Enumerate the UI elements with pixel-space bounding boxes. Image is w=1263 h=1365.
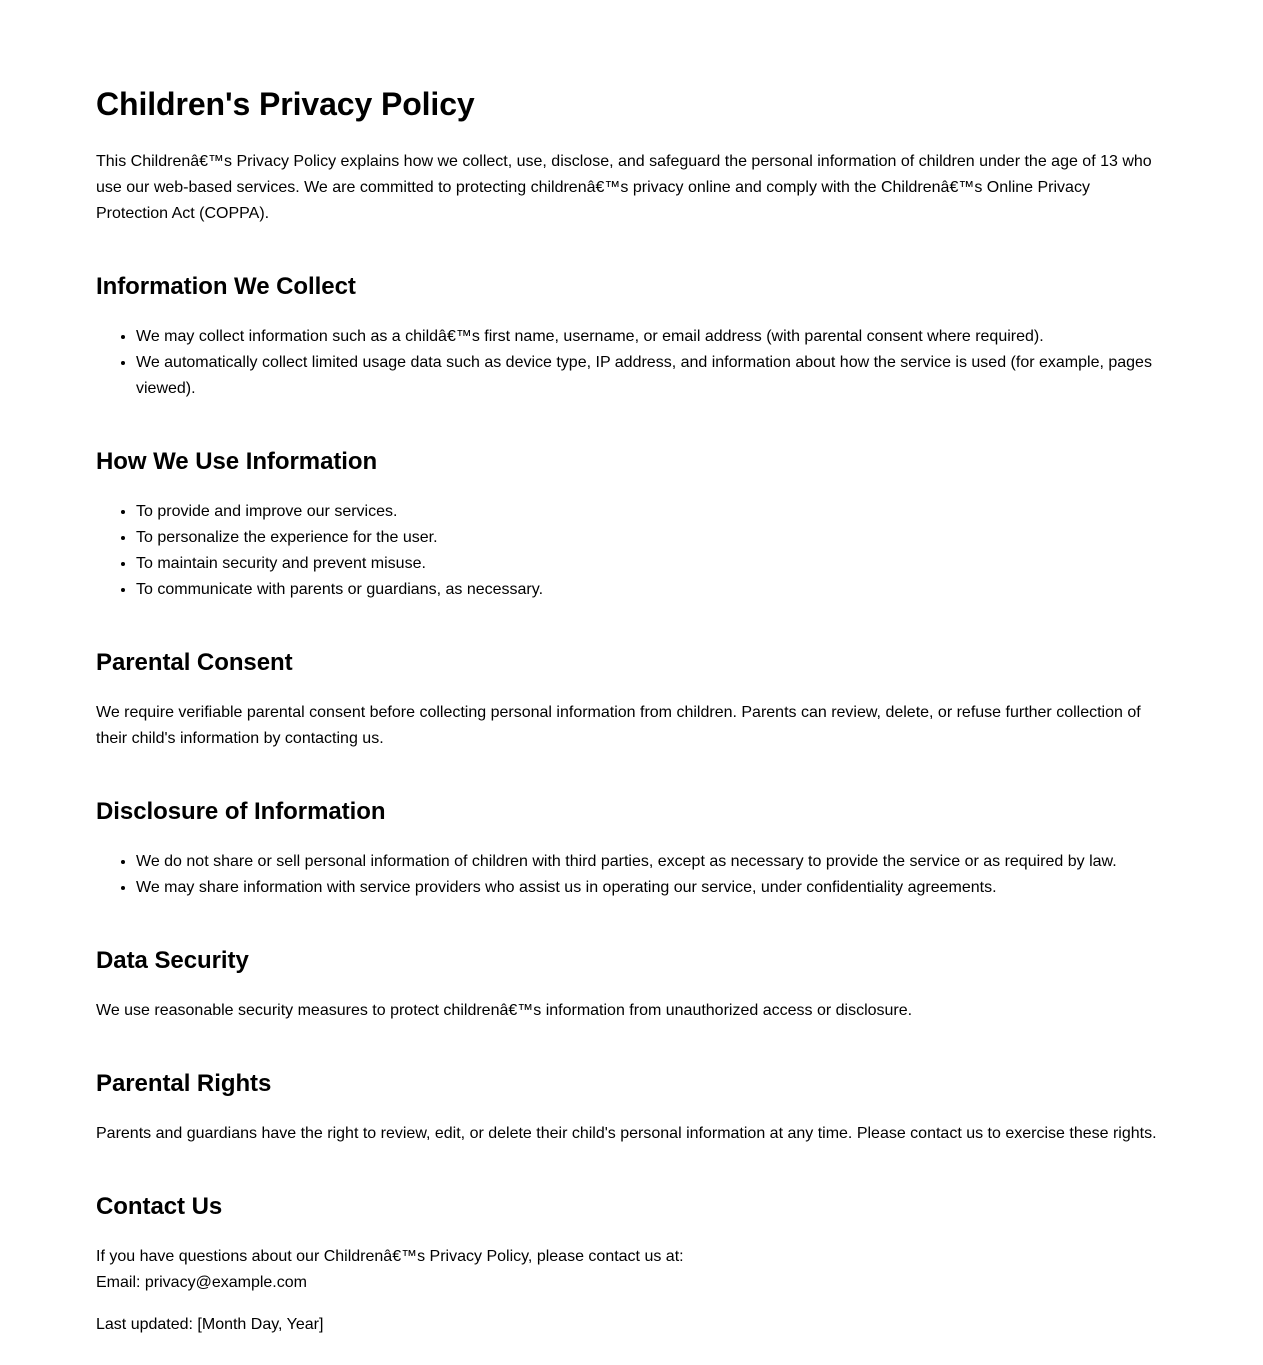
section-parental-consent [96, 649, 1160, 752]
list-item: • To personalize the experience for the user. [136, 525, 1160, 551]
parental-consent-paragraph: We require verifiable parental consent before collecting personal information from children. Parents can review, delete, or refuse further collection of their child's information by contacting us. [96, 703, 1141, 748]
section-disclosure-of-information [96, 798, 1160, 901]
list-item: • We may share information with service providers who assist us in operating our service, under confidentiality agreements. [136, 875, 1160, 901]
section-heading-parental-consent: Parental Consent [96, 649, 293, 677]
list-item: • We do not share or sell personal information of children with third parties, except as necessary to provide the service or as required by law. [136, 849, 1160, 875]
section-heading-data-security: Data Security [96, 947, 249, 975]
contact-us-paragraph [96, 1244, 1160, 1296]
page-title: Children's Privacy Policy [96, 86, 475, 122]
section-heading-parental-rights: Parental Rights [96, 1069, 272, 1097]
section-contact-us [96, 1193, 1160, 1338]
section-how-we-use-information [96, 448, 1160, 603]
list-item: • We automatically collect limited usage data such as device type, IP address, and information about how the service is used (for example, pages viewed). [136, 350, 1160, 402]
data-security-paragraph: We use reasonable security measures to protect childrenâ€™s information from unauthorized access or disclosure. [96, 1001, 913, 1019]
disclosure-of-information-list [96, 849, 1160, 901]
section-information-we-collect [96, 273, 1160, 402]
last-updated-text: Last updated: [Month Day, Year] [96, 1315, 324, 1333]
list-item: • We may collect information such as a childâ€™s first name, username, or email address (with parental consent where required). [136, 324, 1160, 350]
contact-intro-line: If you have questions about our Childrenâ€™s Privacy Policy, please contact us at: [96, 1247, 684, 1265]
section-data-security [96, 947, 1160, 1024]
list-item: • To communicate with parents or guardians, as necessary. [136, 577, 1160, 603]
section-heading-information-we-collect: Information We Collect [96, 273, 356, 301]
intro-paragraph: This Childrenâ€™s Privacy Policy explains how we collect, use, disclose, and safeguard the personal information of children under the age of 13 who use our web-based services. We are committed to protecting childrenâ€™s privacy online and comply with the Childrenâ€™s Online Privacy Protection Act (COPPA). [96, 152, 1152, 222]
contact-email-line: Email: privacy@example.com [96, 1273, 307, 1291]
section-heading-contact-us: Contact Us [96, 1192, 223, 1220]
section-heading-how-we-use-information: How We Use Information [96, 448, 378, 476]
list-item: • To provide and improve our services. [136, 499, 1160, 525]
parental-rights-paragraph: Parents and guardians have the right to review, edit, or delete their child's personal information at any time. Please contact us to exercise these rights. [96, 1124, 1157, 1142]
section-heading-disclosure-of-information: Disclosure of Information [96, 798, 386, 826]
how-we-use-information-list [96, 499, 1160, 603]
list-item: • To maintain security and prevent misuse. [136, 551, 1160, 577]
section-parental-rights [96, 1070, 1160, 1147]
information-we-collect-list [96, 324, 1160, 402]
